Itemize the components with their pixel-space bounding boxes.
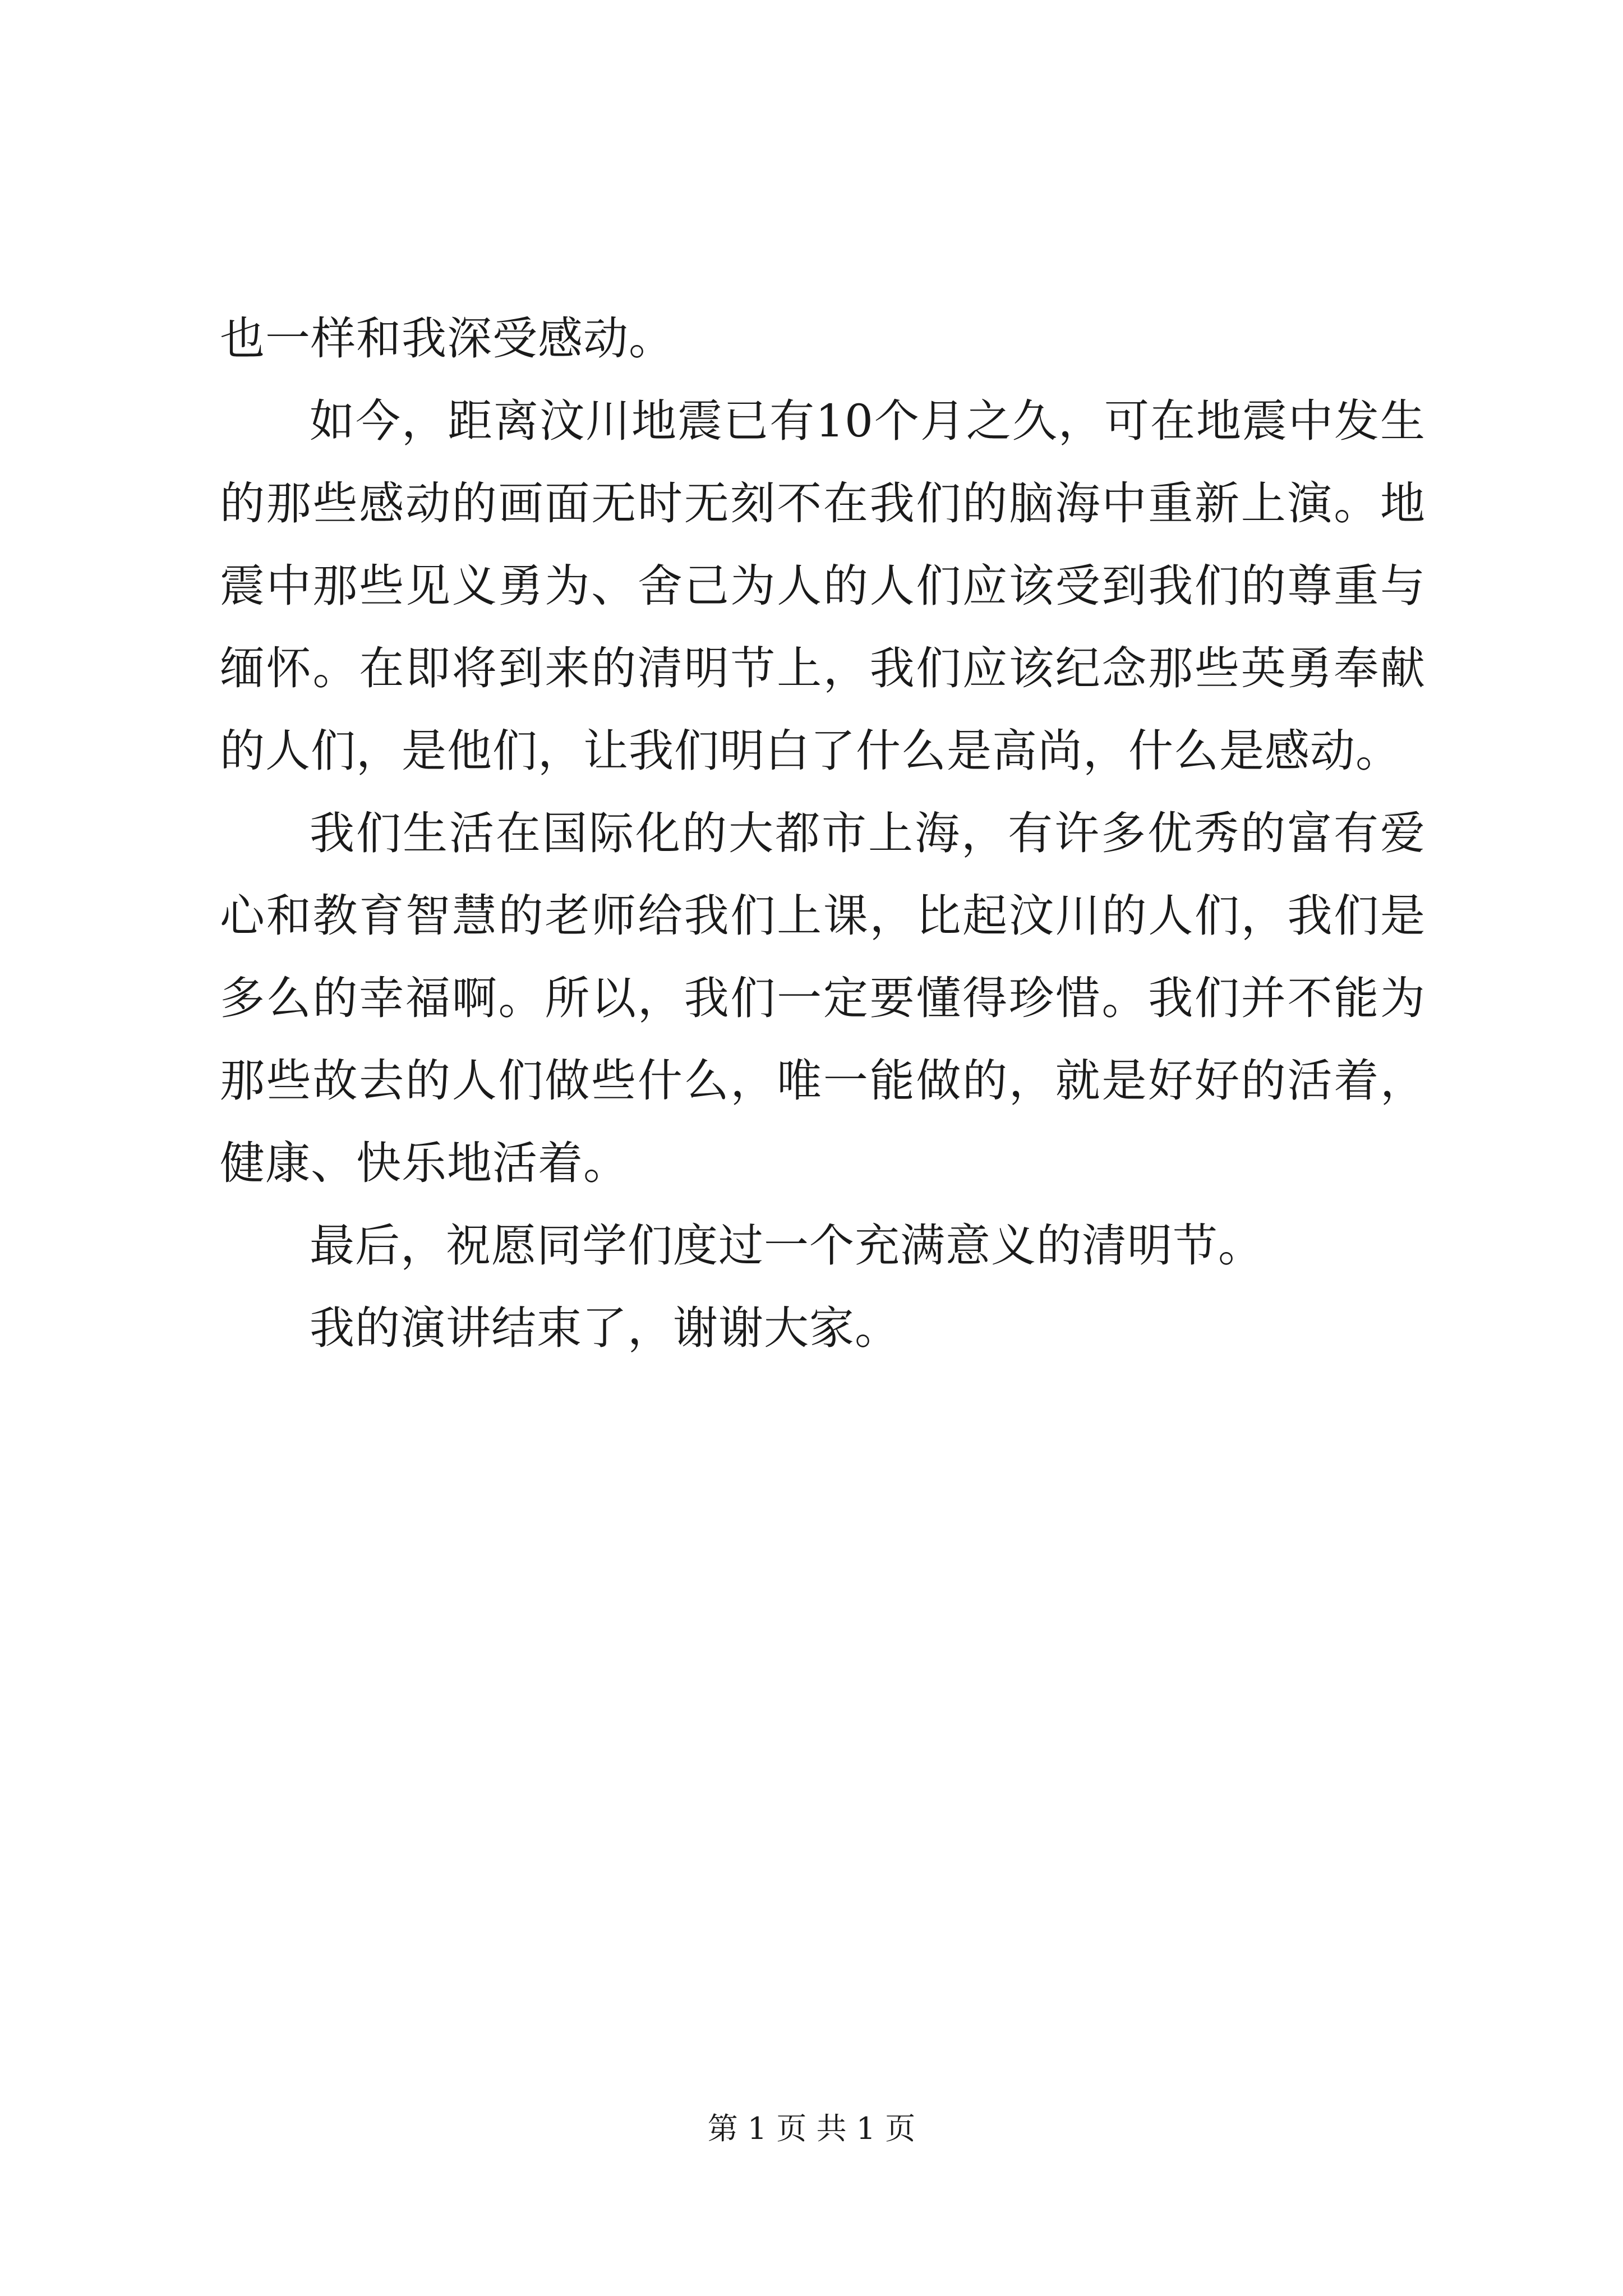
- paragraph-4: 最后，祝愿同学们度过一个充满意义的清明节。: [310, 1220, 1264, 1272]
- paragraph-1: 也一样和我深受感动。: [220, 312, 674, 365]
- paragraph-3: 我们生活在国际化的大都市上海，有许多优秀的富有爱心和教育智慧的老师给我们上课，比起汶川的人们，我们是多么的幸福啊。所以，我们一定要懂得珍惜。我们并不能为那些故去的人们做些什么，唯一能做的，就是好好的活着，健康、快乐地活着。: [220, 807, 1426, 1189]
- paragraph-5: 我的演讲结束了，谢谢大家。: [310, 1302, 900, 1354]
- paragraph-2: 如今，距离汶川地震已有10个月之久，可在地震中发生的那些感动的画面无时无刻不在我们的脑海中重新上演。地震中那些见义勇为、舍己为人的人们应该受到我们的尊重与缅怀。在即将到来的清明节上，我们应该纪念那些英勇奉献的人们，是他们，让我们明白了什么是高尚，什么是感动。: [220, 395, 1426, 777]
- body-text: [220, 297, 1426, 1369]
- page-footer: 第 1 页 共 1 页: [707, 2111, 916, 2146]
